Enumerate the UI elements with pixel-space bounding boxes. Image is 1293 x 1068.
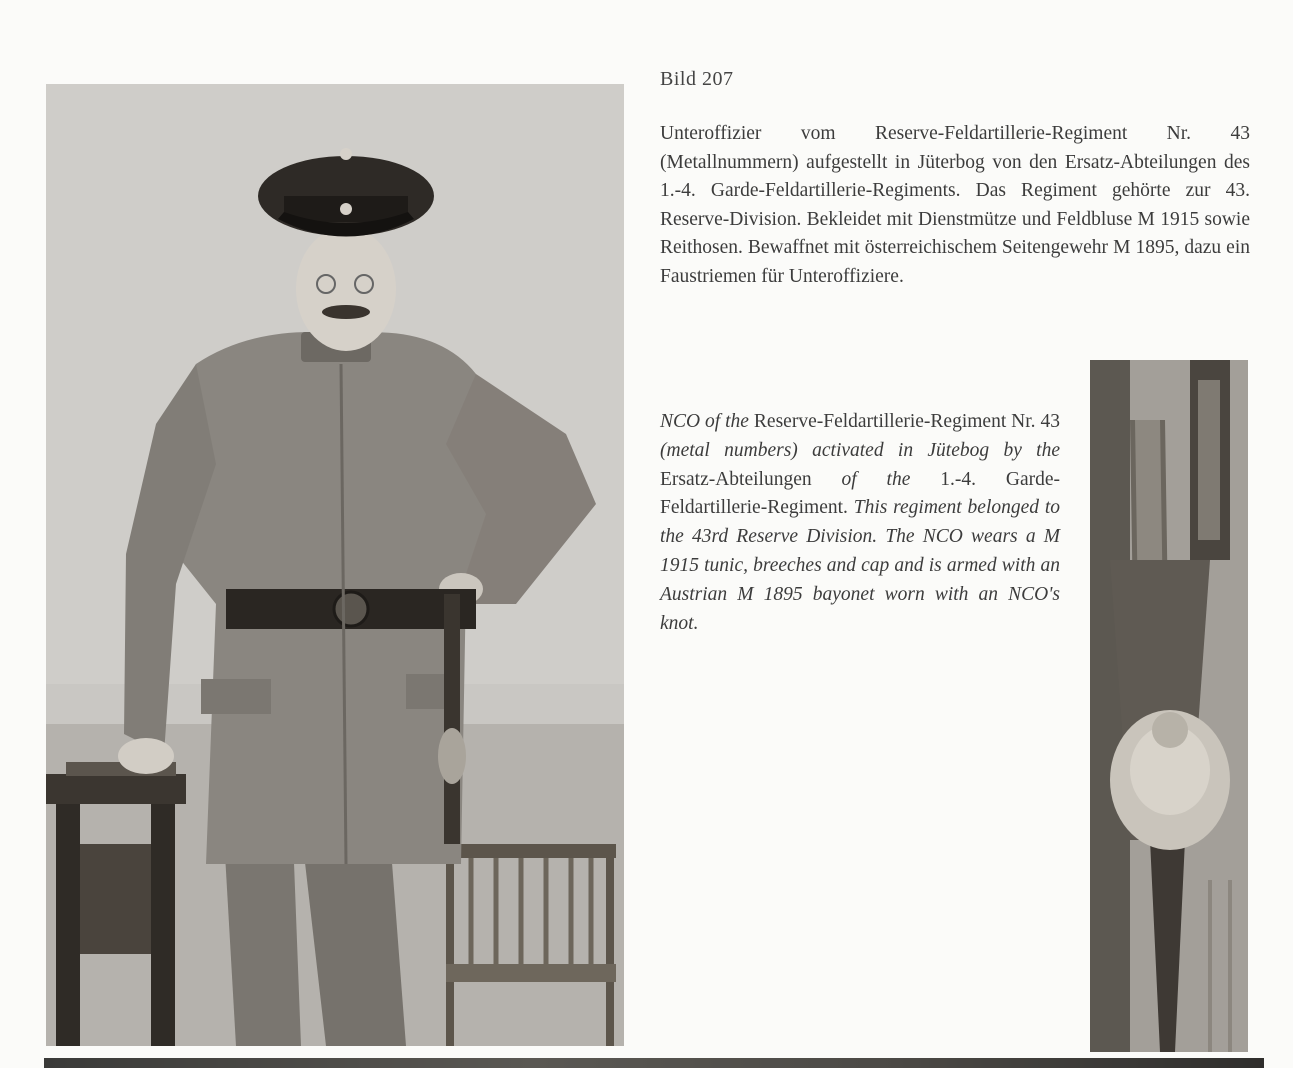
german-caption: Unteroffizier vom Reserve-Feldartillerie-Regiment Nr. 43 (Metallnummern) aufgestellt in Jüterbog von den Ersatz-Abteilungen des 1.-4. Garde-Feldartillerie-Regiments. Das Regiment gehörte zur 43. Reserve-Division. Bekleidet mit Dienstmütze und Feldbluse M 1915 sowie Reithosen. Bewaffnet mit österreichischem Seitengewehr M 1895, dazu ein Faustriemen für Unteroffiziere. [660,123,1250,287]
english-caption-run: (metal numbers) activated in Jütebog by the [660,439,1060,461]
portrait-photo [46,84,624,1046]
english-caption [660,408,1060,638]
page-edge-band [44,1058,1264,1068]
figure-number: Bild 207 [660,68,734,90]
english-caption-run: This regiment belonged to the 43rd Reserve Division. The NCO wears a M 1915 tunic, breeches and cap and is armed with an Austrian M 1895 bayonet worn with an NCO's knot. [660,497,1060,634]
english-caption-run: of the [841,468,941,490]
english-caption-run: 1.-4. Garde-Feldartillerie-Regiment. [660,468,1060,519]
bayonet-knot-detail-photo [1090,360,1248,1052]
english-caption-run: NCO of the [660,411,754,432]
english-caption-run: Ersatz-Abteilungen [660,468,842,490]
english-caption-run: Reserve-Feldartillerie-Regiment Nr. 43 [753,411,1060,432]
